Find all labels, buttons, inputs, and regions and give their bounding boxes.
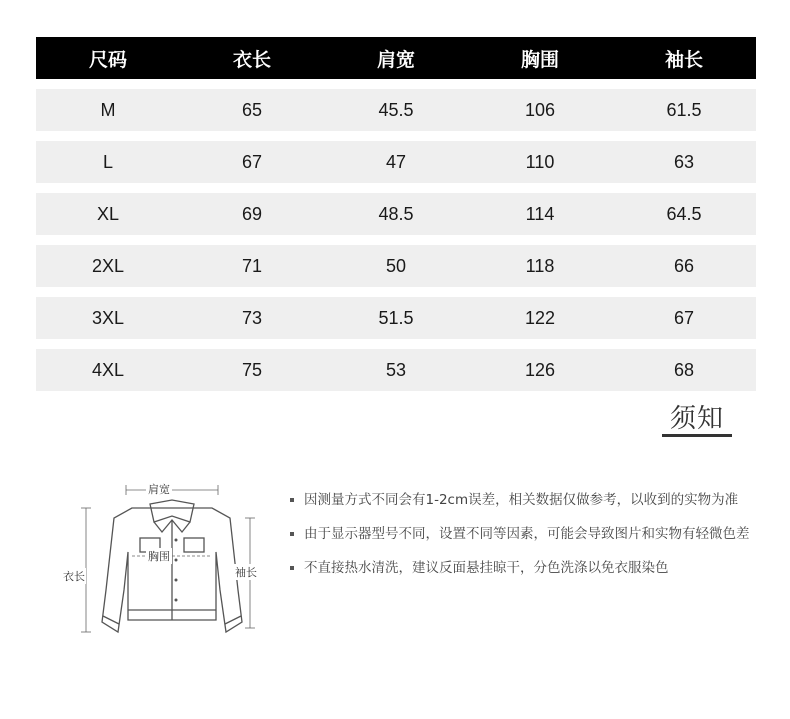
- notice-underline: [662, 434, 732, 437]
- jacket-outline-icon: [62, 470, 282, 650]
- list-item: [290, 524, 750, 544]
- note-text: 不直接热水清洗，建议反面悬挂晾干，分色洗涤以免衣服染色: [304, 560, 669, 576]
- cell-shoulder: 47: [385, 151, 407, 172]
- shoulder-label: 肩宽: [148, 483, 170, 496]
- cell-size: 4XL: [91, 359, 125, 380]
- cell-size: 3XL: [91, 307, 125, 328]
- header-length: 衣长: [232, 48, 271, 71]
- list-item: [290, 558, 750, 578]
- bullet-icon: [290, 566, 294, 570]
- table-row: [36, 349, 756, 391]
- cell-size: XL: [96, 203, 120, 224]
- header-shoulder: 肩宽: [376, 48, 415, 71]
- notes-list: [290, 490, 750, 592]
- size-table-header: [36, 37, 756, 79]
- cell-length: 67: [241, 151, 263, 172]
- cell-length: 75: [241, 359, 263, 380]
- size-table: [36, 37, 756, 391]
- bullet-icon: [290, 498, 294, 502]
- cell-sleeve: 64.5: [666, 203, 702, 224]
- cell-shoulder: 48.5: [378, 203, 414, 224]
- cell-size: 2XL: [91, 255, 125, 276]
- cell-size: L: [102, 151, 113, 172]
- cell-sleeve: 63: [673, 151, 695, 172]
- chest-label: 胸围: [148, 550, 170, 563]
- note-text: 由于显示器型号不同，设置不同等因素，可能会导致图片和实物有轻微色差: [304, 526, 750, 542]
- list-item: [290, 490, 750, 510]
- cell-length: 73: [241, 307, 263, 328]
- table-row: [36, 245, 756, 287]
- cell-sleeve: 61.5: [666, 99, 702, 120]
- cell-chest: 122: [524, 307, 556, 328]
- notice-title: 须知: [669, 404, 724, 434]
- cell-length: 69: [241, 203, 263, 224]
- cell-sleeve: 68: [673, 359, 695, 380]
- cell-chest: 126: [524, 359, 556, 380]
- table-row: [36, 193, 756, 235]
- cell-chest: 110: [525, 151, 555, 172]
- table-row: [36, 297, 756, 339]
- cell-length: 71: [241, 255, 263, 276]
- cell-size: M: [100, 99, 116, 120]
- table-row: [36, 89, 756, 131]
- note-text: 因测量方式不同会有1-2cm误差，相关数据仅做参考，以收到的实物为准: [304, 492, 739, 508]
- header-chest: 胸围: [520, 48, 559, 71]
- bullet-icon: [290, 532, 294, 536]
- header-sleeve: 袖长: [664, 48, 703, 71]
- table-row: [36, 141, 756, 183]
- cell-length: 65: [241, 99, 263, 120]
- cell-shoulder: 50: [385, 255, 407, 276]
- cell-chest: 118: [525, 255, 555, 276]
- cell-chest: 106: [524, 99, 556, 120]
- cell-chest: 114: [525, 203, 555, 224]
- length-label: 衣长: [63, 570, 85, 583]
- cell-shoulder: 45.5: [378, 99, 414, 120]
- sleeve-label: 袖长: [235, 566, 257, 579]
- cell-sleeve: 67: [673, 307, 695, 328]
- measurement-diagram: [62, 470, 282, 650]
- header-size: 尺码: [88, 48, 127, 71]
- cell-shoulder: 51.5: [378, 307, 414, 328]
- cell-sleeve: 66: [673, 255, 695, 276]
- cell-shoulder: 53: [385, 359, 407, 380]
